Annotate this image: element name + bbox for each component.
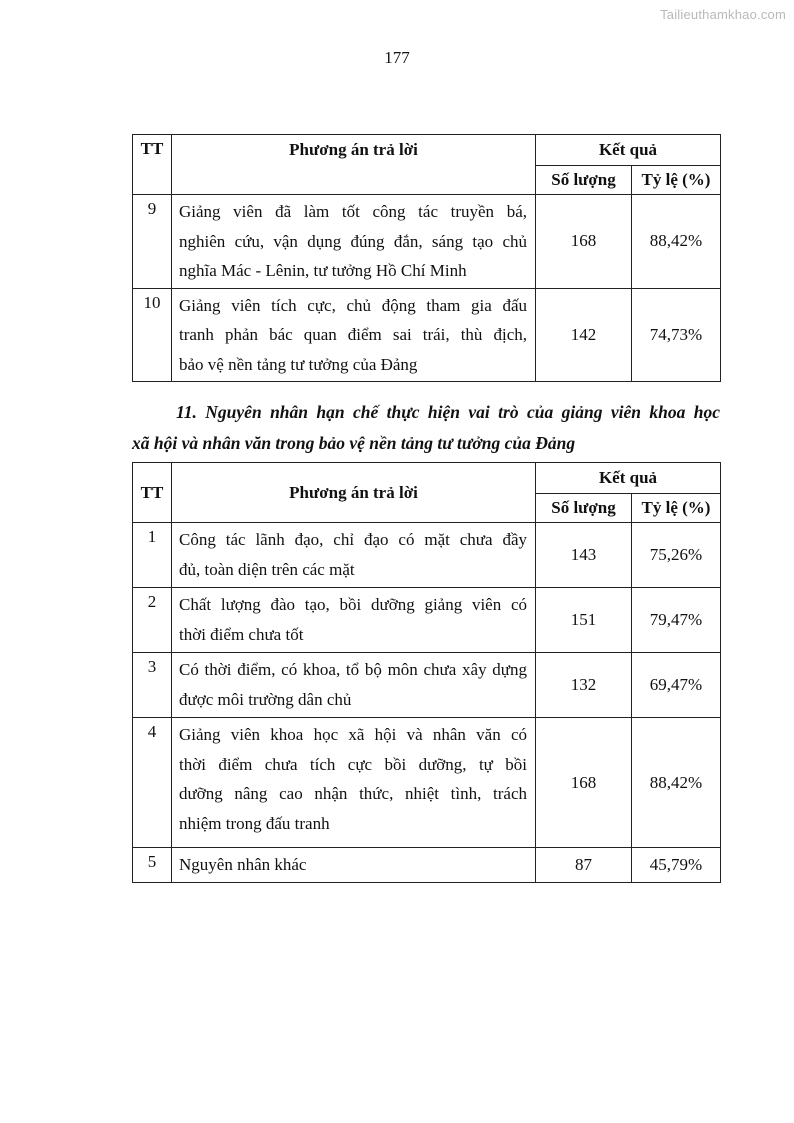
section-heading-line: 11. Nguyên nhân hạn chế thực hiện vai trò của giảng viên khoa học [176, 402, 720, 422]
answer-line: Có thời điểm, có khoa, tổ bộ môn chưa xây dựng [179, 660, 527, 679]
answer-line: Giảng viên tích cực, chủ động tham gia đấu [179, 295, 527, 315]
row-rate: 79,47% [632, 588, 721, 653]
answer-line: thời điểm chưa tốt [179, 624, 304, 644]
row-rate: 75,26% [632, 523, 721, 588]
table-causes [132, 462, 721, 883]
row-answer [172, 653, 536, 718]
row-quantity: 87 [536, 848, 632, 883]
answer-line: tranh phản bác quan điểm sai trái, thù địch, [179, 325, 527, 344]
row-answer [172, 523, 536, 588]
row-answer [172, 718, 536, 848]
answer-line: bảo vệ nền tảng tư tưởng của Đảng [179, 354, 418, 374]
row-number: 10 [133, 288, 172, 382]
answer-line: Giảng viên đã làm tốt công tác truyền bá, [179, 202, 527, 221]
answer-line: nghĩa Mác - Lênin, tư tưởng Hồ Chí Minh [179, 261, 467, 280]
row-quantity: 142 [536, 288, 632, 382]
row-answer [172, 195, 536, 289]
section-heading [132, 397, 720, 459]
row-number: 2 [133, 588, 172, 653]
header-quantity: Số lượng [536, 166, 632, 195]
answer-line: nghiên cứu, vận dụng đúng đắn, sáng tạo chủ [179, 231, 527, 251]
answer-line: nhiệm trong đấu tranh [179, 813, 330, 833]
table-row [133, 523, 721, 588]
row-rate: 88,42% [632, 718, 721, 848]
table-continued [132, 134, 721, 382]
row-quantity: 168 [536, 718, 632, 848]
row-number: 3 [133, 653, 172, 718]
answer-line: Giảng viên khoa học xã hội và nhân văn có [179, 725, 527, 744]
answer-line: Công tác lãnh đạo, chỉ đạo có mặt chưa đầy [179, 530, 527, 549]
header-result: Kết quả [536, 135, 721, 166]
table-row [133, 653, 721, 718]
header-answer: Phương án trả lời [172, 463, 536, 523]
row-number: 4 [133, 718, 172, 848]
row-rate: 74,73% [632, 288, 721, 382]
row-rate: 69,47% [632, 653, 721, 718]
row-rate: 88,42% [632, 195, 721, 289]
answer-line: Chất lượng đào tạo, bồi dưỡng giảng viên có [179, 595, 527, 614]
row-number: 9 [133, 195, 172, 289]
table-row [133, 288, 721, 382]
row-number: 5 [133, 848, 172, 883]
header-answer: Phương án trả lời [172, 135, 536, 195]
row-answer [172, 588, 536, 653]
answer-line: dưỡng nâng cao nhận thức, nhiệt tình, trách [179, 784, 527, 803]
answer-line: được môi trường dân chủ [179, 689, 352, 709]
answer-line: Nguyên nhân khác [179, 855, 307, 874]
row-answer [172, 288, 536, 382]
table-row [133, 718, 721, 848]
header-rate: Tỷ lệ (%) [632, 494, 721, 523]
row-number: 1 [133, 523, 172, 588]
row-quantity: 151 [536, 588, 632, 653]
row-answer [172, 848, 536, 883]
header-rate: Tỷ lệ (%) [632, 166, 721, 195]
header-tt: TT [133, 463, 172, 523]
header-result: Kết quả [536, 463, 721, 494]
table-row [133, 848, 721, 883]
row-quantity: 143 [536, 523, 632, 588]
answer-line: đủ, toàn diện trên các mặt [179, 559, 355, 579]
row-rate: 45,79% [632, 848, 721, 883]
table-row [133, 195, 721, 289]
row-quantity: 168 [536, 195, 632, 289]
answer-line: thời điểm chưa tích cực bồi dưỡng, tự bồi [179, 754, 527, 774]
section-heading-line: xã hội và nhân văn trong bảo vệ nền tảng tư tưởng của Đảng [132, 433, 576, 453]
watermark: Tailieuthamkhao.com [660, 7, 786, 22]
header-quantity: Số lượng [536, 494, 632, 523]
header-tt: TT [133, 135, 172, 195]
row-quantity: 132 [536, 653, 632, 718]
table-row [133, 588, 721, 653]
page-number: 177 [384, 48, 410, 67]
